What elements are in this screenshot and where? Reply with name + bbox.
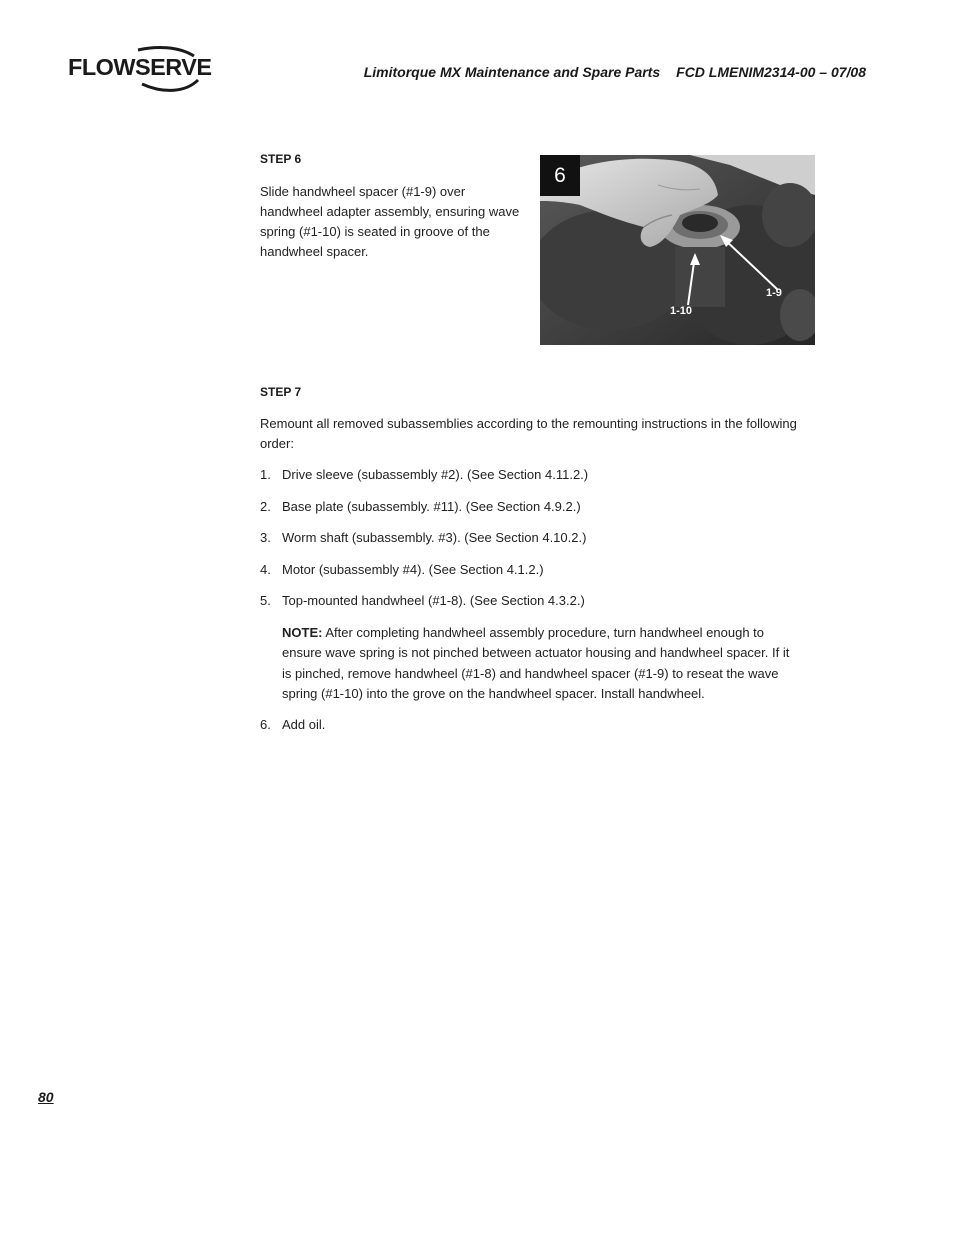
- list-item-text: Top-mounted handwheel (#1-8). (See Section 4.3.2.): [282, 593, 585, 608]
- figure-number-badge: 6: [540, 155, 580, 196]
- doc-code: FCD LMENIM2314-00 – 07/08: [676, 64, 866, 80]
- note-text: After completing handwheel assembly procedure, turn handwheel enough to ensure wave spring is not pinched between actuator housing and handwheel spacer. If it is pinched, remove handwheel (#1-8) and handwheel spacer (#1-9) to reseat the wave spring (#1-10) into the grove on the handwheel spacer. Install handwheel.: [282, 625, 790, 701]
- list-item-number: 4.: [260, 562, 271, 577]
- callout-wave-spring: 1-10: [670, 305, 693, 317]
- list-item-text: Base plate (subassembly. #11). (See Section 4.9.2.): [282, 499, 581, 514]
- document-header: [364, 64, 866, 80]
- step7-intro: Remount all removed subassemblies according to the remounting instructions in the following order:: [260, 416, 797, 451]
- brand-wordmark: FLOWSERVE: [68, 54, 212, 80]
- list-item-text: Drive sleeve (subassembly #2). (See Section 4.11.2.): [282, 467, 589, 482]
- list-item-text: Add oil.: [282, 717, 326, 732]
- list-item-number: 6.: [260, 717, 271, 732]
- list-item-number: 2.: [260, 499, 271, 514]
- flowserve-logo: [68, 44, 212, 96]
- logo-swoosh-icon: [68, 44, 208, 96]
- list-item-number: 1.: [260, 467, 271, 482]
- note-label: NOTE:: [282, 625, 323, 640]
- step6-heading: STEP 6: [260, 152, 302, 166]
- doc-title: Limitorque MX Maintenance and Spare Parts: [363, 64, 661, 80]
- callout-handwheel-spacer: 1-9: [766, 287, 782, 299]
- page-number: 80: [38, 1089, 54, 1105]
- list-item-number: 5.: [260, 593, 271, 608]
- step7-heading: STEP 7: [260, 385, 302, 399]
- note-paragraph: [282, 623, 800, 704]
- step6-body: Slide handwheel spacer (#1-9) over handwheel adapter assembly, ensuring wave spring (#1-10) is seated in groove of the handwheel spacer.: [260, 184, 520, 259]
- step6-photo: [540, 155, 815, 345]
- list-item-text: Motor (subassembly #4). (See Section 4.1.2.): [282, 562, 544, 577]
- list-item-text: Worm shaft (subassembly. #3). (See Section 4.10.2.): [282, 530, 587, 545]
- list-item-number: 3.: [260, 530, 271, 545]
